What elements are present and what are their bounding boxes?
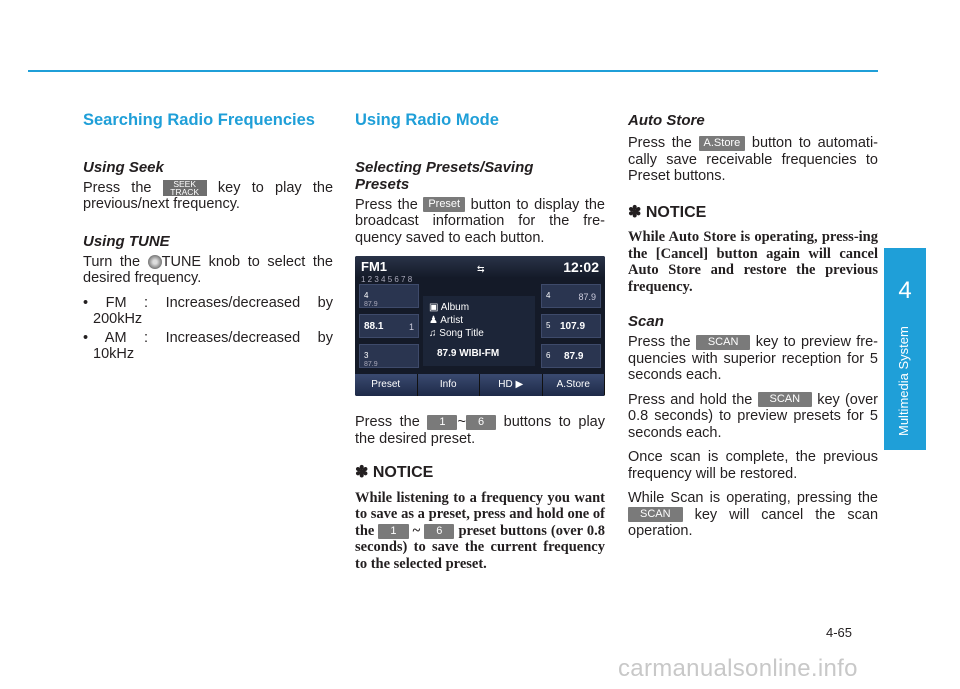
preset-1-key: 1	[378, 524, 408, 539]
list-item: • FM : Increases/decreased by 200kHz	[83, 294, 333, 327]
screen-preset: 4 87.9	[541, 284, 601, 308]
notice-body: While Auto Store is operating, press-ing the [Cancel] button again will cancel Auto Store and restore the previous frequency.	[628, 229, 878, 295]
notice-title: ✽ NOTICE	[628, 203, 707, 221]
top-rule	[28, 70, 878, 72]
preset-paragraph: Press the Preset button to display the broadcast information for the fre-quency saved to each button.	[355, 196, 605, 246]
scan-key: SCAN	[628, 507, 683, 522]
notice-body: While listening to a frequency you want to save as a preset, press and hold one of the 1 ~ 6 preset buttons (over 0.8 seconds) to save the current frequency to the selected preset.	[355, 489, 606, 572]
watermark: carmanualsonline.info	[618, 655, 858, 682]
subheading-presets: Selecting Presets/Saving Presets	[355, 158, 534, 193]
screen-preset: 3 87.9	[359, 344, 419, 368]
screen-preset: 5 107.9	[541, 314, 601, 338]
scan-paragraph-2: Press and hold the SCAN key (over 0.8 seconds) to preview presets for 5 seconds each.	[628, 391, 878, 441]
section-heading-searching: Searching Radio Frequencies	[83, 111, 315, 129]
scan-paragraph-1: Press the SCAN key to preview fre-quencies with superior reception for 5 seconds each.	[628, 334, 879, 383]
scan-key: SCAN	[696, 335, 751, 350]
column-1	[83, 112, 333, 365]
screen-info-panel	[423, 296, 535, 366]
subheading-using-seek: Using Seek	[83, 158, 164, 176]
subheading-auto-store: Auto Store	[628, 112, 705, 129]
auto-store-paragraph: Press the A.Store button to automati-cally save receivable frequencies to Preset buttons.	[628, 135, 879, 184]
screen-preset-numbers: 1 2 3 4 5 6 7 8	[361, 275, 413, 284]
screen-button: A.Store	[543, 374, 606, 396]
seek-track-key: SEEK TRACK	[163, 180, 207, 196]
screen-button: HD ▶	[480, 374, 543, 396]
scan-key: SCAN	[758, 392, 813, 407]
usb-icon: ⇆	[477, 264, 485, 274]
play-preset-paragraph: Press the 1 ~ 6 buttons to play the desired preset.	[355, 414, 605, 447]
screen-preset: 6 87.9	[541, 344, 601, 368]
radio-screen-image	[355, 256, 605, 396]
list-item: • AM : Increases/decreased by 10kHz	[83, 329, 333, 362]
screen-button: Info	[418, 374, 481, 396]
scan-paragraph-4: While Scan is operating, pressing the SCAN key will cancel the scan operation.	[628, 490, 879, 539]
preset-key: Preset	[423, 197, 465, 212]
artist-label: ♟ Artist	[429, 315, 463, 326]
page-number: 4-65	[826, 625, 853, 640]
preset-6-key: 6	[466, 415, 496, 430]
column-2	[355, 112, 605, 572]
screen-preset: 4 87.9	[359, 284, 419, 308]
tune-paragraph: Turn the TUNE knob to select the desired frequency.	[83, 253, 334, 286]
preset-1-key: 1	[427, 415, 457, 430]
song-label: ♫ Song Title	[429, 328, 484, 339]
subheading-scan: Scan	[628, 313, 664, 330]
column-3	[628, 112, 878, 548]
seek-paragraph: Press the SEEK TRACK key to play the previous/next frequency.	[83, 178, 334, 212]
tune-bullets	[83, 295, 333, 363]
scan-paragraph-3: Once scan is complete, the previous frequency will be restored.	[628, 449, 878, 482]
screen-time: 12:02	[563, 259, 599, 275]
screen-button-bar	[355, 374, 605, 396]
tune-knob-icon	[148, 255, 162, 269]
astore-key: A.Store	[699, 136, 746, 151]
screen-preset: 88.1 1	[359, 314, 419, 338]
station-label: 87.9 WIBI-FM	[437, 348, 500, 359]
screen-band: FM1	[361, 259, 387, 274]
album-label: ▣ Album	[429, 302, 470, 313]
screen-button: Preset	[355, 374, 418, 396]
chapter-tab	[884, 248, 926, 450]
subheading-using-tune: Using TUNE	[83, 232, 170, 250]
chapter-label: Multimedia System	[896, 326, 911, 436]
notice-title: ✽ NOTICE	[355, 464, 434, 481]
chapter-number: 4	[898, 277, 912, 304]
preset-6-key: 6	[424, 524, 454, 539]
section-heading-radio-mode: Using Radio Mode	[355, 111, 499, 129]
